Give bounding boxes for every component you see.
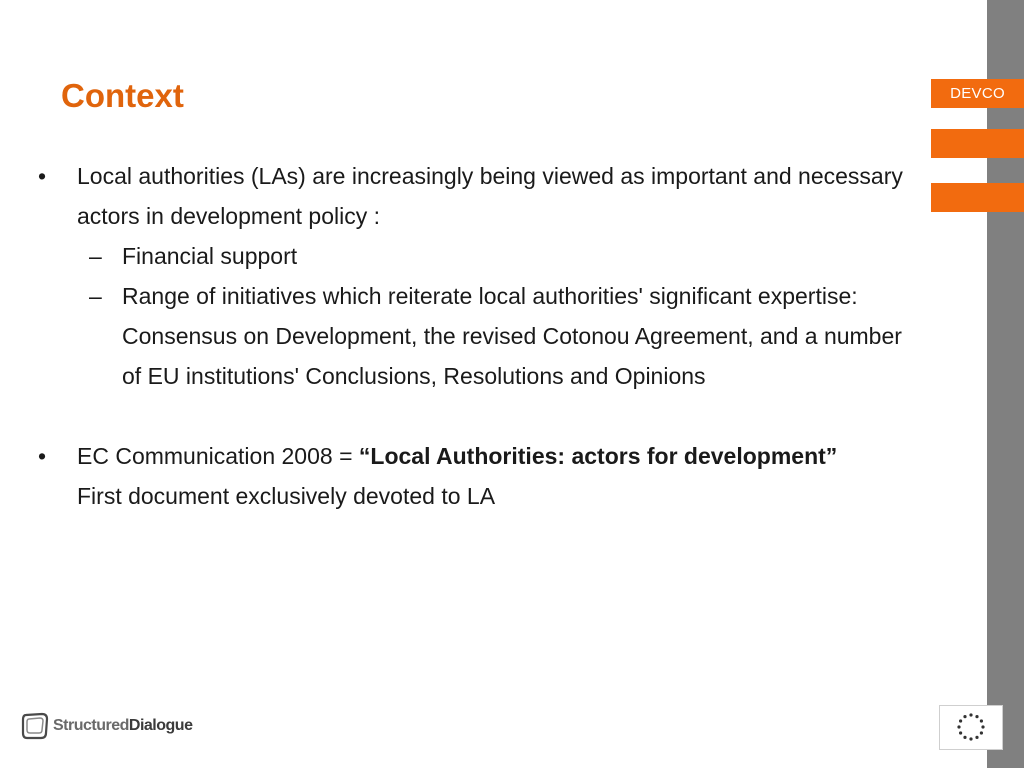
sub-item-2 bbox=[0, 276, 902, 396]
slide-body bbox=[0, 156, 960, 516]
dialogue-bubble-icon bbox=[20, 711, 50, 741]
bullet-2-bold: “Local Authorities: actors for development” bbox=[358, 443, 838, 469]
sub-item-2-text: Range of initiatives which reiterate local authorities' significant expertise: Consensus on Development, the revised Cotonou Agreement, and a number of EU institutions' Conclusions, Resolutions and Opinions bbox=[122, 283, 902, 389]
devco-tab bbox=[931, 79, 1024, 108]
bullet-1-text: Local authorities (LAs) are increasingly being viewed as important and necessary actors in development policy : bbox=[77, 163, 903, 229]
structured-dialogue-logo bbox=[20, 708, 192, 744]
slide-title: Context bbox=[61, 77, 184, 114]
side-tab-2 bbox=[931, 129, 1024, 158]
bullet-2-suffix: First document exclusively devoted to LA bbox=[77, 483, 496, 509]
logo-text-dialogue: Dialogue bbox=[128, 717, 193, 734]
sub-marker: – bbox=[89, 243, 102, 269]
devco-label: DEVCO bbox=[950, 85, 1005, 102]
eu-stars-icon bbox=[951, 710, 991, 746]
spacer bbox=[0, 396, 960, 436]
sub-item-1-text: Financial support bbox=[122, 243, 298, 269]
bullet-2-prefix: EC Communication 2008 = bbox=[77, 443, 359, 469]
side-bar bbox=[987, 0, 1024, 768]
bullet-marker: • bbox=[38, 443, 47, 469]
logo-text-structured: Structured bbox=[53, 717, 129, 734]
eu-emblem bbox=[939, 705, 1003, 750]
sub-marker: – bbox=[89, 283, 102, 309]
bullet-1 bbox=[0, 156, 927, 236]
bullet-2 bbox=[0, 436, 927, 516]
bullet-marker: • bbox=[38, 163, 47, 189]
sub-item-1 bbox=[0, 236, 902, 276]
